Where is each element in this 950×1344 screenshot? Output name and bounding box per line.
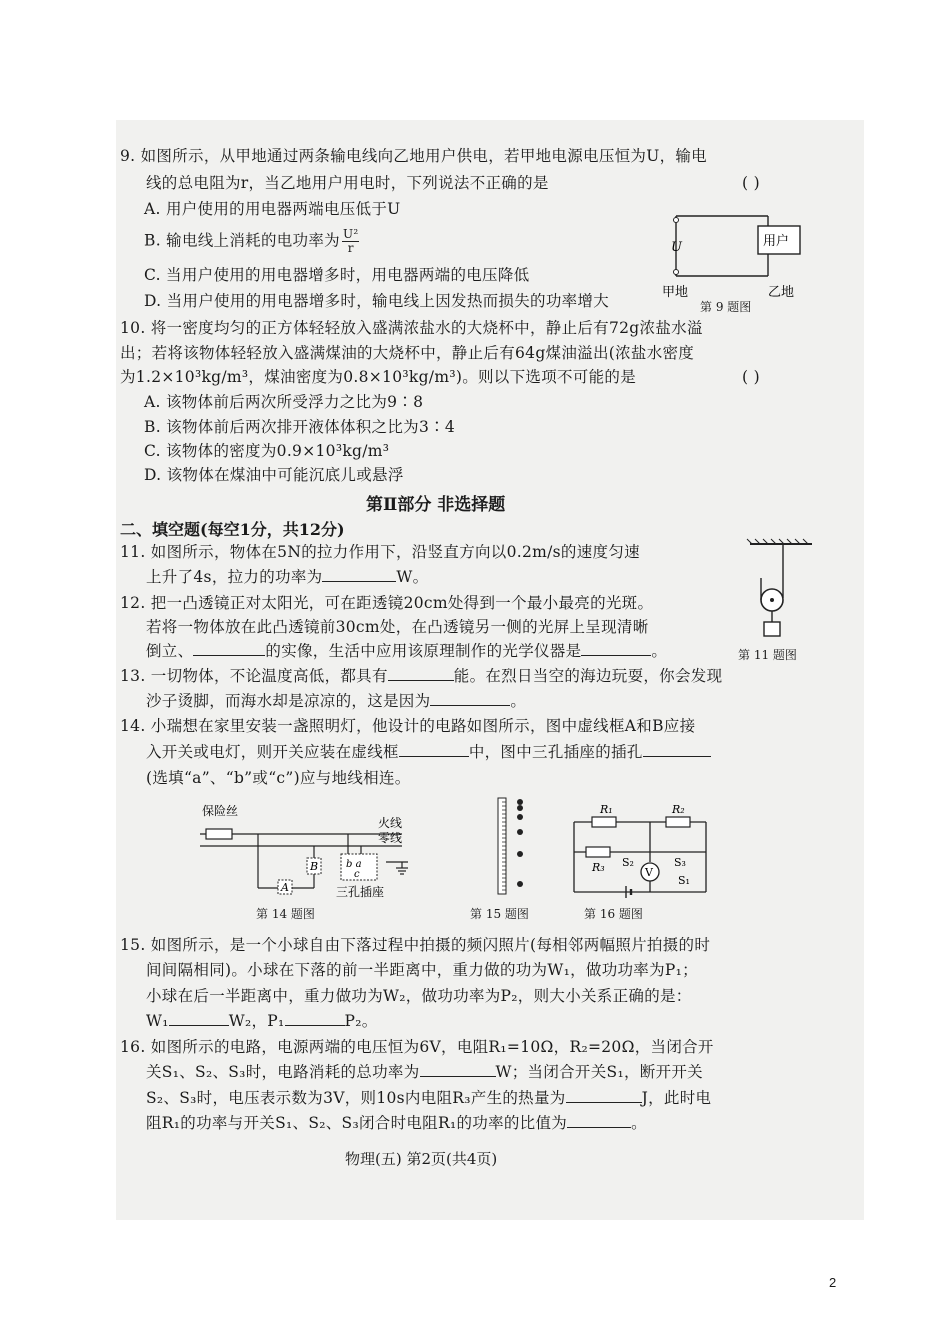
- q14-line3: (选填“a”、“b”或“c”)应与地线相连。: [146, 769, 411, 787]
- q16-r3: [586, 847, 610, 857]
- q13-line1-rest: 能。在烈日当空的海边玩耍，你会发现: [453, 667, 723, 685]
- page-number: 2: [829, 1275, 837, 1290]
- q13-line2-text: 沙子烫脚，而海水却是凉凉的，这是因为: [146, 692, 431, 710]
- q16-blank-1[interactable]: [420, 1062, 496, 1077]
- q9-fraction-denominator: r: [347, 241, 354, 255]
- q12-line3: [146, 641, 667, 661]
- q10-answer-paren: ( ): [742, 368, 760, 386]
- q16-line4-text: 阻R₁的功率与开关S₁、S₂、S₃闭合时电阻R₁的功率的比值为: [146, 1114, 568, 1132]
- q12-line3-mid: 的实像，生活中应用该原理制作的光学仪器是: [265, 642, 582, 660]
- q9-caption: 第 9 题图: [700, 300, 752, 314]
- page-footer: 物理(五) 第2页(共4页): [345, 1150, 498, 1168]
- q14-line2: [146, 742, 711, 762]
- q14-line2-text: 入开关或电灯，则开关应装在虚线框: [146, 743, 399, 761]
- q16-line4-end: 。: [631, 1114, 647, 1132]
- q12-blank-1[interactable]: [193, 641, 265, 656]
- q15-ball-1: [517, 799, 523, 805]
- q16-blank-3[interactable]: [567, 1113, 631, 1128]
- q15-line2: 间间隔相同)。小球在下落的前一半距离中，重力做的功为W₁，做功功率为P₁；: [146, 961, 698, 979]
- q10-stem-line1: 10. 将一密度均匀的正方体轻轻放入盛满浓盐水的大烧杯中，静止后有72g浓盐水溢: [120, 319, 703, 337]
- q15-line4: [146, 1011, 378, 1031]
- q16-line2-text: 关S₁、S₂、S₃时，电路消耗的总功率为: [146, 1063, 420, 1081]
- q14-socket-label: 三孔插座: [336, 885, 385, 899]
- q13-line2-end: 。: [510, 692, 527, 710]
- q15-ball-5: [517, 851, 523, 857]
- q15-blank-1[interactable]: [169, 1011, 229, 1026]
- q16-caption: 第 16 题图: [584, 907, 643, 921]
- q14-neutral-label: 零线: [378, 831, 403, 845]
- q16-circuit-figure: [566, 800, 716, 904]
- q16-s3-label: S₃: [674, 856, 686, 869]
- q11-weight-block: [764, 622, 780, 636]
- q9-option-b: [144, 228, 361, 255]
- q15-line3: 小球在后一半距离中，重力做功为W₂，做功功率为P₂，则大小关系正确的是：: [146, 987, 692, 1005]
- q14-caption: 第 14 题图: [256, 907, 315, 921]
- q9-answer-paren: ( ): [742, 174, 760, 192]
- q16-blank-2[interactable]: [566, 1088, 642, 1103]
- q10-option-b: B. 该物体前后两次排开液体体积之比为3∶4: [144, 418, 456, 436]
- q16-r1: [592, 817, 616, 827]
- q14-blank-1[interactable]: [399, 742, 469, 757]
- q9-voltage-label: U: [671, 240, 682, 255]
- q16-r1-label: R₁: [600, 803, 613, 816]
- q14-box-a-label: A: [281, 881, 289, 894]
- q9-user-label: 用户: [763, 234, 790, 249]
- q14-blank-2[interactable]: [643, 742, 711, 757]
- q10-stem-line2: 出；若将该物体轻轻放入盛满煤油的大烧杯中，静止后有64g煤油溢出(浓盐水密度: [120, 344, 695, 362]
- section2-heading: 二、填空题(每空1分，共12分): [120, 520, 345, 539]
- q16-s1-label: S₁: [678, 874, 690, 887]
- q13-blank-2[interactable]: [430, 691, 510, 706]
- q16-line3: [146, 1088, 711, 1108]
- q10-option-d: D. 该物体在煤油中可能沉底儿或悬浮: [144, 466, 404, 484]
- q9-option-b-text: B. 输电线上消耗的电功率为: [144, 231, 340, 250]
- q16-line4: [146, 1113, 647, 1133]
- q11-line1: 11. 如图所示，物体在5N的拉力作用下，沿竖直方向以0.2m/s的速度匀速: [120, 543, 640, 561]
- q11-caption: 第 11 题图: [738, 648, 797, 662]
- q16-line3-text: S₂、S₃时，电压表示数为3V，则10s内电阻R₃产生的热量为: [146, 1089, 566, 1107]
- q9-option-d: D. 当用户使用的用电器增多时，输电线上因发热而损失的功率增大: [144, 292, 610, 310]
- q13-line1-text: 13. 一切物体，不论温度高低，都具有: [120, 667, 388, 685]
- q14-socket-holes: b a: [346, 859, 362, 870]
- q16-r3-label: R₃: [592, 861, 605, 874]
- q9-yi-label: 乙地: [768, 285, 795, 300]
- q12-line3-text: 倒立、: [146, 642, 194, 660]
- q16-s2-label: S₂: [622, 856, 634, 869]
- q9-jia-label: 甲地: [662, 285, 689, 300]
- q16-voltmeter-label: V: [645, 866, 653, 879]
- q9-option-a: A. 用户使用的用电器两端电压低于U: [144, 200, 401, 218]
- q11-line2: [146, 567, 428, 587]
- q12-line1: 12. 把一凸透镜正对太阳光，可在距透镜20cm处得到一个最小最亮的光斑。: [120, 594, 654, 612]
- q11-line2-unit: W。: [396, 568, 429, 586]
- q16-line1: 16. 如图所示的电路，电源两端的电压恒为6V，电阻R₁=10Ω，R₂=20Ω，当闭合开: [120, 1038, 714, 1056]
- q13-line2: [146, 691, 526, 711]
- q9-terminal-top: [674, 218, 679, 223]
- q10-stem-line3: 为1.2×10³kg/m³，煤油密度为0.8×10³kg/m³)。则以下选项不可能的是: [120, 368, 636, 386]
- q11-pulley-figure: [738, 538, 828, 648]
- q9-stem-line1: 9. 如图所示，从甲地通过两条输电线向乙地用户供电，若甲地电源电压恒为U，输电: [120, 147, 707, 165]
- q11-line2-text: 上升了4s，拉力的功率为: [146, 568, 323, 586]
- q14-fuse-label: 保险丝: [202, 804, 239, 818]
- part2-heading: 第Ⅱ部分 非选择题: [366, 495, 506, 515]
- q16-line3-rest: J，此时电: [641, 1089, 712, 1107]
- q15-ball-4: [517, 829, 523, 835]
- q10-option-c: C. 该物体的密度为0.9×10³kg/m³: [144, 442, 390, 460]
- q15-blank-2[interactable]: [285, 1011, 345, 1026]
- q14-live-label: 火线: [378, 816, 403, 830]
- q15-ball-2: [517, 805, 523, 811]
- q12-line3-end: 。: [651, 642, 668, 660]
- q16-line2-rest: W；当闭合开关S₁，断开开关: [495, 1063, 703, 1081]
- q14-line2-mid: 中，图中三孔插座的插孔: [468, 743, 643, 761]
- q9-stem-line2: 线的总电阻为r，当乙地用户用电时，下列说法不正确的是: [146, 174, 549, 192]
- q15-ball-6: [517, 881, 523, 887]
- q14-fuse: [206, 829, 232, 839]
- q14-socket-hole-c: c: [354, 869, 360, 880]
- q13-blank-1[interactable]: [388, 666, 454, 681]
- q15-line1: 15. 如图所示，是一个小球自由下落过程中拍摄的频闪照片(每相邻两幅照片拍摄的时: [120, 936, 711, 954]
- q14-box-b-label: B: [310, 860, 319, 873]
- q15-w1: W₁: [146, 1012, 169, 1030]
- q9-fraction: [342, 228, 360, 255]
- q12-blank-2[interactable]: [581, 641, 651, 656]
- q16-line2: [146, 1062, 703, 1082]
- q16-r2: [666, 817, 690, 827]
- q12-line2: 若将一物体放在此凸透镜前30cm处，在凸透镜另一侧的光屏上呈现清晰: [146, 618, 649, 636]
- q9-terminal-bottom: [674, 270, 679, 275]
- q15-strobe-figure: [494, 796, 534, 900]
- q11-pulley-axle: [770, 598, 774, 602]
- q15-caption: 第 15 题图: [470, 907, 529, 921]
- q14-circuit-figure: [196, 800, 440, 904]
- q10-option-a: A. 该物体前后两次所受浮力之比为9∶8: [144, 393, 424, 411]
- q14-line1: 14. 小瑞想在家里安装一盏照明灯，他设计的电路如图所示，图中虚线框A和B应接: [120, 717, 696, 735]
- q15-p2: P₂。: [344, 1012, 378, 1030]
- q15-ball-3: [517, 814, 523, 820]
- q9-fraction-numerator: U²: [342, 227, 359, 241]
- q13-line1: [120, 666, 722, 686]
- q16-r2-label: R₂: [672, 803, 685, 816]
- q11-blank[interactable]: [322, 567, 396, 582]
- q15-w2-p1: W₂，P₁: [228, 1012, 285, 1030]
- q9-option-c: C. 当用户使用的用电器增多时，用电器两端的电压降低: [144, 266, 530, 284]
